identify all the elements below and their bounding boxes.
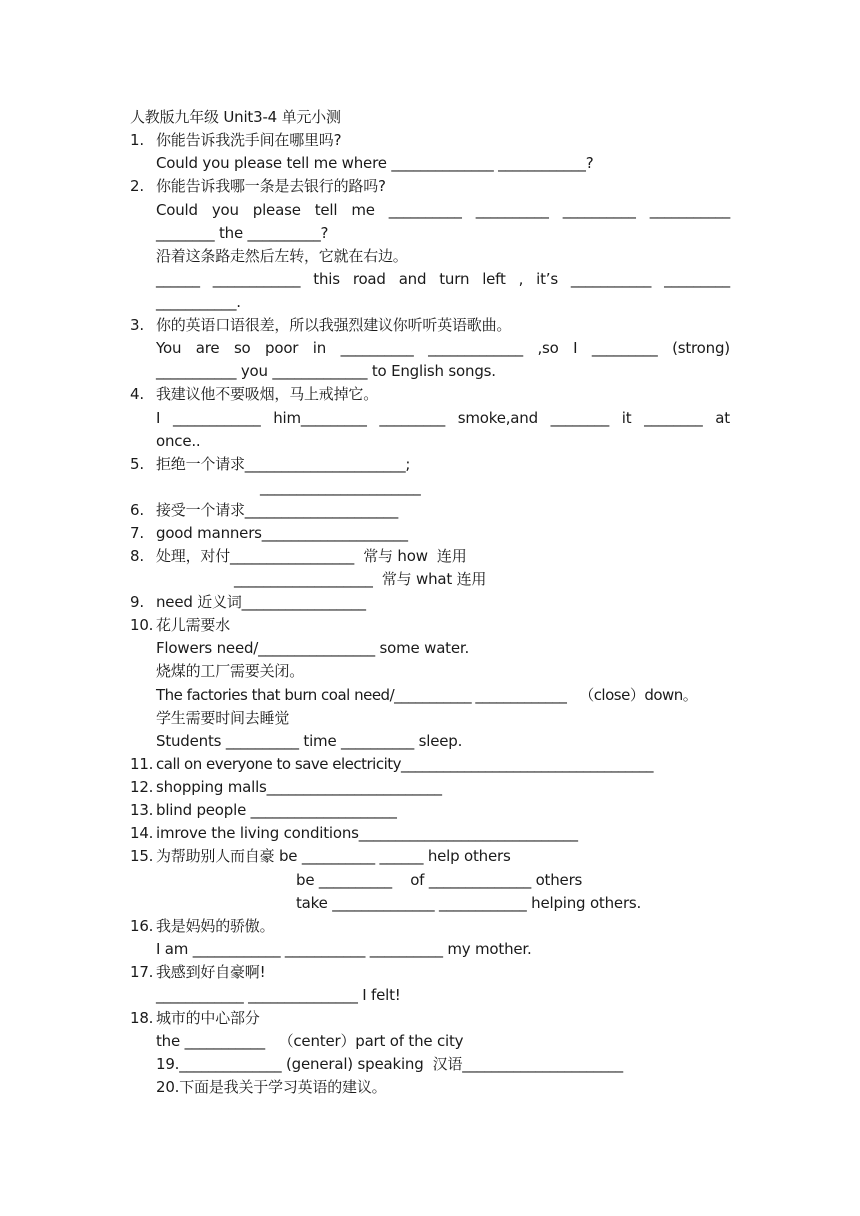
q2-english-line1 (156, 199, 730, 222)
q10-english: Flowers need/________________ some water. (156, 639, 470, 657)
q10-chinese-line2: 烧煤的工厂需要关闭。 (156, 662, 305, 680)
q19-text: 19.______________ (general) speaking 汉语______________________ (156, 1055, 623, 1073)
q5-text: 拒绝一个请求______________________; (156, 455, 411, 473)
word: smoke,and (457, 409, 538, 427)
question-number: 18. (130, 1009, 154, 1027)
blank: ______ (156, 270, 200, 288)
q2-english-line2: ________ the __________? (156, 224, 329, 242)
word: so (233, 339, 251, 357)
word: (strong) (672, 339, 730, 357)
blank: __________ (475, 201, 549, 219)
question-number: 7. (130, 524, 144, 542)
q7-text: good manners____________________ (156, 524, 408, 542)
word: me (351, 201, 375, 219)
q16-english: I am ____________ ___________ __________ my mother. (156, 940, 532, 958)
question-number: 4. (130, 385, 144, 403)
q12-text: shopping malls________________________ (156, 778, 442, 796)
q3-english-line2: ___________ you _____________ to English songs. (156, 362, 496, 380)
blank: ___________ (649, 201, 730, 219)
q3-chinese: 你的英语口语很差，所以我强烈建议你听听英语歌曲。 (156, 316, 512, 334)
q3-english-line1 (156, 337, 730, 360)
word: tell (314, 201, 338, 219)
q1-chinese: 你能告诉我洗手间在哪里吗? (156, 131, 342, 149)
question-number: 8. (130, 547, 144, 565)
q14-text: imrove the living conditions______________________________ (156, 824, 578, 842)
blank: _____________ (428, 339, 523, 357)
q6-text: 接受一个请求_____________________ (156, 501, 399, 519)
question-number: 13. (130, 801, 154, 819)
question-number: 3. (130, 316, 144, 334)
blank: __________ (562, 201, 636, 219)
q8-text-line2: ___________________ 常与 what 连用 (234, 570, 487, 588)
q17-chinese: 我感到好自豪啊! (156, 963, 266, 981)
question-number: 5. (130, 455, 144, 473)
q4-chinese: 我建议他不要吸烟，马上戒掉它。 (156, 385, 379, 403)
blank: ___________ (570, 270, 652, 288)
word: at (715, 409, 730, 427)
word: I (573, 339, 578, 357)
word: in (312, 339, 327, 357)
blank: ____________ (212, 270, 301, 288)
question-number: 12. (130, 778, 154, 796)
word: Could (156, 201, 198, 219)
word: , (518, 270, 524, 288)
word: poor (265, 339, 299, 357)
q11-text: call on everyone to save electricity____________________________________ (156, 755, 654, 773)
word: you (211, 201, 239, 219)
q15-text-line3: take ______________ ____________ helping others. (296, 894, 642, 912)
word: this (313, 270, 340, 288)
question-number: 17. (130, 963, 154, 981)
question-number: 1. (130, 131, 144, 149)
blank: _________ (379, 409, 446, 427)
q8-text: 处理，对付_________________ 常与 how 连用 (156, 547, 467, 565)
word: ,so (537, 339, 559, 357)
blank: __________ (388, 201, 462, 219)
q15-text-line2: be __________ of ______________ others (296, 871, 583, 889)
q10-chinese: 花儿需要水 (156, 616, 231, 634)
question-number: 9. (130, 593, 144, 611)
question-number: 6. (130, 501, 144, 519)
word: him_________ (273, 409, 367, 427)
word: You (156, 339, 182, 357)
q9-text: need 近义词_________________ (156, 593, 366, 611)
word: turn (439, 270, 470, 288)
blank: __________ (340, 339, 414, 357)
q4-english-line1 (156, 407, 730, 430)
blank: ________ (644, 409, 703, 427)
q18-english: the ___________ （center）part of the city (156, 1032, 464, 1050)
q10-chinese-line3: 学生需要时间去睡觉 (156, 709, 290, 727)
question-number: 15. (130, 847, 154, 865)
question-number: 11. (130, 755, 154, 773)
q5-text-line2: ______________________ (260, 478, 421, 496)
q15-text: 为帮助别人而自豪 be __________ ______ help others (156, 847, 511, 865)
word: it (621, 409, 632, 427)
blank: ________ (550, 409, 610, 427)
q16-chinese: 我是妈妈的骄傲。 (156, 917, 275, 935)
word: are (195, 339, 220, 357)
q10-english-line2: The factories that burn coal need/___________ _____________ （close）down。 (156, 686, 698, 704)
page-title: 人教版九年级 Unit3-4 单元小测 (130, 108, 341, 126)
q2-english-line3 (156, 268, 730, 291)
word: road (352, 270, 386, 288)
question-number: 14. (130, 824, 154, 842)
q4-english-line2: once.. (156, 432, 201, 450)
word: I (156, 409, 161, 427)
q2-english-line4: ___________. (156, 293, 241, 311)
q13-text: blind people ____________________ (156, 801, 397, 819)
q20-text: 20.下面是我关于学习英语的建议。 (156, 1078, 387, 1096)
q17-english: ____________ _______________ I felt! (156, 986, 401, 1004)
q2-chinese: 你能告诉我哪一条是去银行的路吗? (156, 177, 386, 195)
word: left (482, 270, 506, 288)
word: please (252, 201, 301, 219)
blank: _________ (664, 270, 730, 288)
blank: ____________ (172, 409, 261, 427)
word: and (398, 270, 427, 288)
question-number: 16. (130, 917, 154, 935)
q18-chinese: 城市的中心部分 (156, 1009, 260, 1027)
q1-english: Could you please tell me where ______________ ____________? (156, 154, 594, 172)
blank: _________ (591, 339, 658, 357)
q2-chinese-line2: 沿着这条路走然后左转，它就在右边。 (156, 247, 408, 265)
word: it’s (536, 270, 558, 288)
question-number: 2. (130, 177, 144, 195)
question-number: 10. (130, 616, 154, 634)
q10-english-line3: Students __________ time __________ sleep. (156, 732, 463, 750)
